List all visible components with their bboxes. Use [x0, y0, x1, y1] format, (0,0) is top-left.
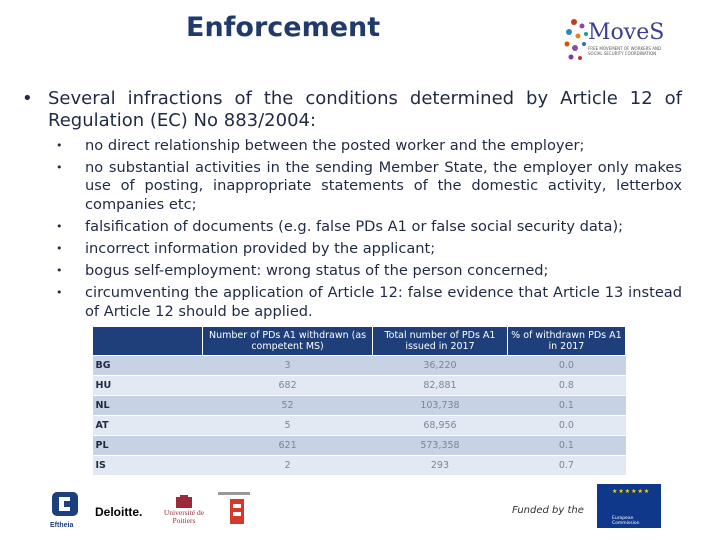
- bullet-dot: •: [56, 264, 63, 278]
- table-row: [93, 396, 626, 416]
- bullet-dot: •: [56, 286, 63, 300]
- bullet-dot: •: [56, 242, 63, 256]
- partner-crest: [218, 492, 250, 528]
- table-row: [93, 456, 626, 476]
- sub-bullet-text: bogus self-employment: wrong status of the person concerned;: [85, 262, 549, 280]
- table-header-cell: Number of PDs A1 withdrawn (as competent MS): [203, 327, 373, 356]
- sub-bullet: [56, 240, 682, 258]
- country-code: HU: [93, 376, 203, 396]
- eftheia-logo: [50, 492, 80, 528]
- table-cell: 0.1: [507, 396, 625, 416]
- eu-label: European Commission: [612, 516, 640, 526]
- poitiers-logo-text: Université de Poitiers: [163, 508, 205, 525]
- table-cell: 621: [203, 436, 373, 456]
- sub-bullet-text: no direct relationship between the posted worker and the employer;: [85, 137, 585, 154]
- bullet-dot: •: [56, 139, 63, 152]
- table-header-cell: Total number of PDs A1 issued in 2017: [373, 327, 508, 356]
- sub-bullet: [56, 284, 682, 320]
- table-cell: 5: [203, 416, 373, 436]
- table-cell: 0.8: [507, 376, 625, 396]
- sub-bullet-text: falsification of documents (e.g. false PDs A1 or false social security data);: [85, 217, 624, 235]
- deloitte-logo: Deloitte.: [95, 505, 143, 519]
- main-bullet: [22, 88, 682, 132]
- table-header-row: [93, 327, 626, 356]
- eftheia-logo-icon: [50, 492, 80, 518]
- country-code: BG: [93, 356, 203, 376]
- country-code: PL: [93, 436, 203, 456]
- eftheia-logo-text: Eftheia: [50, 522, 74, 529]
- table-header-cell: % of withdrawn PDs A1 in 2017: [507, 327, 625, 356]
- moves-logo-name: MoveS: [588, 20, 665, 45]
- table-header-cell: [93, 327, 203, 356]
- sub-bullet: [56, 159, 682, 214]
- crest-icon: [218, 492, 250, 528]
- table-cell: 0.0: [507, 356, 625, 376]
- table-cell: 0.1: [507, 436, 625, 456]
- sub-bullet-list: [56, 137, 682, 325]
- table-row: [93, 416, 626, 436]
- eu-stars-icon: ★★★★★★: [612, 488, 651, 495]
- table-cell: 3: [203, 356, 373, 376]
- country-code: NL: [93, 396, 203, 416]
- bullet-dot: •: [56, 219, 63, 233]
- sub-bullet: [56, 137, 682, 155]
- sub-bullet-text: incorrect information provided by the applicant;: [85, 240, 436, 258]
- funded-by-text: Funded by the: [512, 505, 584, 516]
- table-cell: 0.7: [507, 456, 625, 476]
- table-row: [93, 436, 626, 456]
- country-code: IS: [93, 456, 203, 476]
- bullet-dot: •: [22, 88, 33, 109]
- table-cell: 36,220: [373, 356, 508, 376]
- table-cell: 103,738: [373, 396, 508, 416]
- poitiers-logo: [156, 495, 212, 525]
- sub-bullet-text: circumventing the application of Article 12: false evidence that Article 13 instead of Article 12 should be applied.: [85, 284, 682, 320]
- sub-bullet-text: no substantial activities in the sending Member State, the employer only makes use of posting, inappropriate statements of the domestic activity, letterbox companies etc;: [85, 159, 682, 213]
- moves-logo-tagline: FREE MOVEMENT OF WORKERS AND SOCIAL SECURITY COORDINATION: [588, 46, 662, 56]
- table-row: [93, 356, 626, 376]
- table-cell: 68,956: [373, 416, 508, 436]
- pd-a1-table: [92, 326, 626, 476]
- slide-title: Enforcement: [186, 12, 381, 43]
- sub-bullet: [56, 218, 682, 236]
- table-cell: 52: [203, 396, 373, 416]
- table-row: [93, 376, 626, 396]
- university-crest-icon: [174, 495, 194, 509]
- table-cell: 82,881: [373, 376, 508, 396]
- table-cell: 573,358: [373, 436, 508, 456]
- table-cell: 682: [203, 376, 373, 396]
- sub-bullet: [56, 262, 682, 280]
- country-code: AT: [93, 416, 203, 436]
- table-cell: 2: [203, 456, 373, 476]
- table-cell: 293: [373, 456, 508, 476]
- main-bullet-text: Several infractions of the conditions determined by Article 12 of Regulation (EC) No 883/2004:: [48, 88, 682, 131]
- table-cell: 0.0: [507, 416, 625, 436]
- bullet-dot: •: [56, 161, 63, 175]
